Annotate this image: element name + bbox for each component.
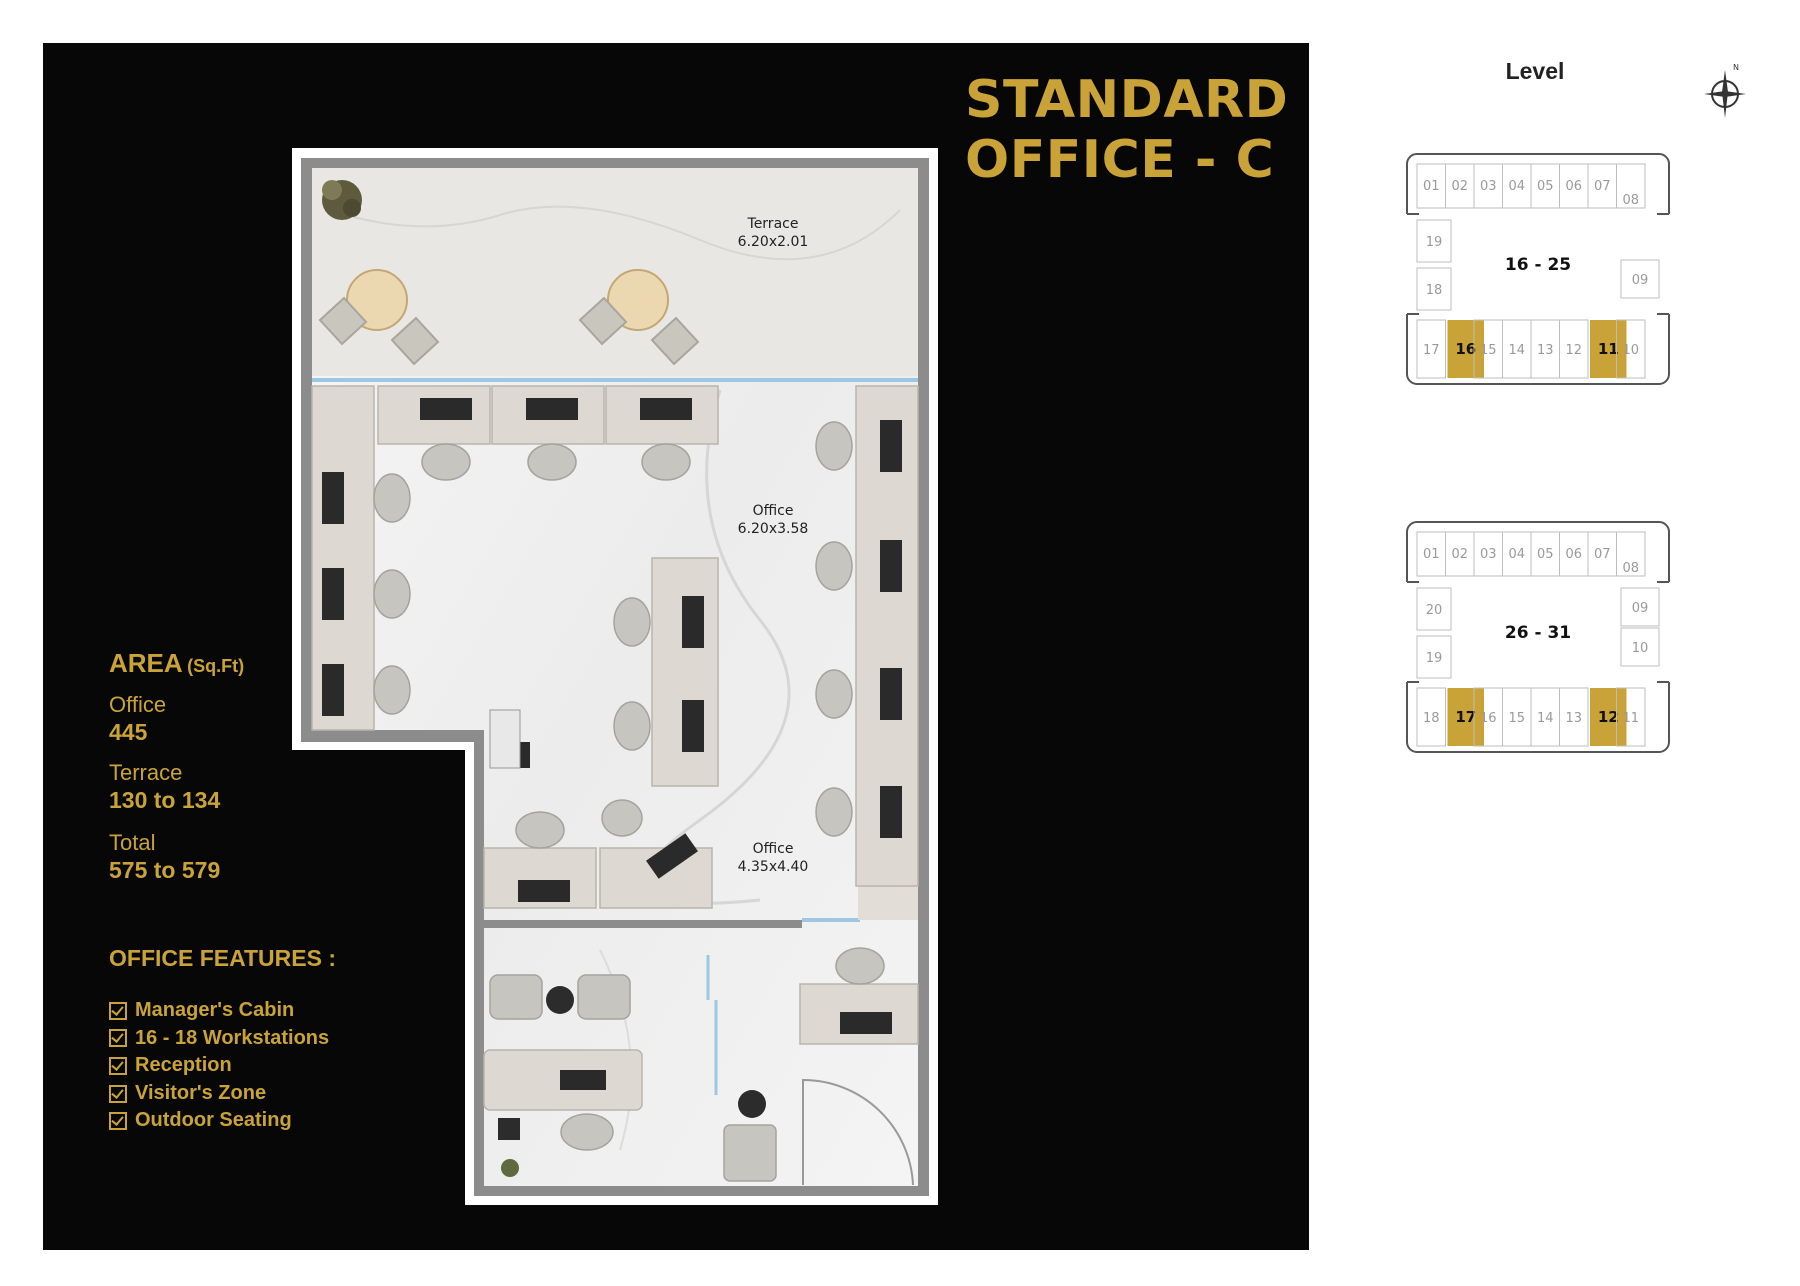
features-heading: OFFICE FEATURES : bbox=[109, 945, 337, 971]
area-unit: (Sq.Ft) bbox=[187, 656, 245, 676]
unit-label-selected: 17 bbox=[1455, 708, 1477, 726]
feature-label: 16 - 18 Workstations bbox=[135, 1026, 330, 1049]
unit-label: 13 bbox=[1536, 343, 1554, 358]
total-area-value: 575 to 579 bbox=[109, 857, 221, 883]
terrace-area-label: Terrace bbox=[109, 760, 183, 785]
room-dims-terrace: 6.20x2.01 bbox=[737, 234, 809, 250]
total-area-label: Total bbox=[109, 830, 156, 855]
unit-label: 01 bbox=[1422, 547, 1440, 562]
feature-label: Outdoor Seating bbox=[135, 1109, 292, 1132]
compass-icon bbox=[1700, 62, 1750, 122]
unit-label: 05 bbox=[1536, 179, 1554, 194]
feature-item bbox=[109, 997, 329, 1025]
unit-label-selected: 11 bbox=[1597, 340, 1619, 358]
reception-printer bbox=[490, 710, 520, 768]
unit-label: 18 bbox=[1425, 283, 1443, 298]
unit-label: 06 bbox=[1565, 179, 1583, 194]
feature-item bbox=[109, 1080, 329, 1108]
unit-label: 18 bbox=[1422, 711, 1440, 726]
unit-label: 03 bbox=[1479, 547, 1497, 562]
area-section bbox=[109, 648, 469, 884]
unit-label: 03 bbox=[1479, 179, 1497, 194]
unit-label: 12 bbox=[1565, 343, 1583, 358]
unit-label: 07 bbox=[1593, 179, 1611, 194]
checkbox-icon bbox=[109, 1002, 127, 1020]
unit-label: 19 bbox=[1425, 235, 1443, 250]
unit-label: 20 bbox=[1425, 603, 1443, 618]
terrace-area-value: 130 to 134 bbox=[109, 787, 221, 813]
room-label-terrace: Terrace bbox=[747, 216, 799, 232]
unit-label: 02 bbox=[1451, 547, 1469, 562]
unit-label: 13 bbox=[1565, 711, 1583, 726]
unit-label-selected: 12 bbox=[1597, 708, 1619, 726]
checkbox-icon bbox=[109, 1085, 127, 1103]
unit-label: 17 bbox=[1422, 343, 1440, 358]
feature-label: Visitor's Zone bbox=[135, 1081, 267, 1104]
feature-item bbox=[109, 1052, 329, 1080]
unit-label: 09 bbox=[1631, 601, 1649, 616]
unit-label: 11 bbox=[1622, 711, 1640, 726]
unit-label: 04 bbox=[1508, 547, 1526, 562]
room-dims-office-1: 6.20x3.58 bbox=[737, 521, 809, 537]
office-area-label: Office bbox=[109, 692, 167, 717]
area-heading-row bbox=[109, 648, 469, 678]
unit-label: 14 bbox=[1508, 343, 1526, 358]
feature-item bbox=[109, 1107, 329, 1135]
unit-label: 08 bbox=[1622, 561, 1640, 576]
checkbox-icon bbox=[109, 1057, 127, 1075]
svg-text:N: N bbox=[1733, 63, 1739, 72]
key-notch bbox=[1405, 582, 1415, 682]
unit-label: 06 bbox=[1565, 547, 1583, 562]
unit-label: 15 bbox=[1479, 343, 1497, 358]
room-label-office-2: Office bbox=[752, 841, 794, 857]
unit-label: 10 bbox=[1622, 343, 1640, 358]
room-label-office-1: Office bbox=[752, 503, 794, 519]
unit-label: 04 bbox=[1508, 179, 1526, 194]
level-key-plan-2 bbox=[1405, 520, 1675, 760]
level-key-plan-1 bbox=[1405, 152, 1675, 392]
plant bbox=[501, 1159, 519, 1177]
unit-label: 01 bbox=[1422, 179, 1440, 194]
unit-label: 05 bbox=[1536, 547, 1554, 562]
key-notch bbox=[1405, 214, 1415, 314]
title-line-1: STANDARD bbox=[965, 70, 1289, 130]
unit-label: 19 bbox=[1425, 651, 1443, 666]
checkbox-icon bbox=[109, 1029, 127, 1047]
unit-label: 07 bbox=[1593, 547, 1611, 562]
plant bbox=[322, 180, 362, 220]
key-notch bbox=[1661, 214, 1671, 314]
checkbox-icon bbox=[109, 1112, 127, 1130]
level-title: Level bbox=[1505, 58, 1565, 84]
unit-label: 16 bbox=[1479, 711, 1497, 726]
features-list bbox=[109, 997, 329, 1135]
unit-label: 08 bbox=[1622, 193, 1640, 208]
feature-item bbox=[109, 1025, 329, 1053]
office-area-value: 445 bbox=[109, 719, 148, 745]
unit-label-selected: 16 bbox=[1455, 340, 1477, 358]
cabin-wall bbox=[484, 920, 802, 928]
feature-label: Manager's Cabin bbox=[135, 999, 295, 1021]
key-notch bbox=[1661, 582, 1671, 682]
unit-label: 14 bbox=[1536, 711, 1554, 726]
unit-label: 09 bbox=[1631, 273, 1649, 288]
unit-label: 15 bbox=[1508, 711, 1526, 726]
title-line-2: OFFICE - C bbox=[965, 130, 1275, 190]
room-dims-office-2: 4.35x4.40 bbox=[737, 859, 809, 875]
level-range-label: 16 - 25 bbox=[1504, 255, 1572, 275]
feature-label: Reception bbox=[135, 1054, 232, 1077]
area-heading: AREA bbox=[109, 648, 183, 678]
level-range-label: 26 - 31 bbox=[1504, 623, 1572, 643]
unit-label: 02 bbox=[1451, 179, 1469, 194]
unit-label: 10 bbox=[1631, 641, 1649, 656]
